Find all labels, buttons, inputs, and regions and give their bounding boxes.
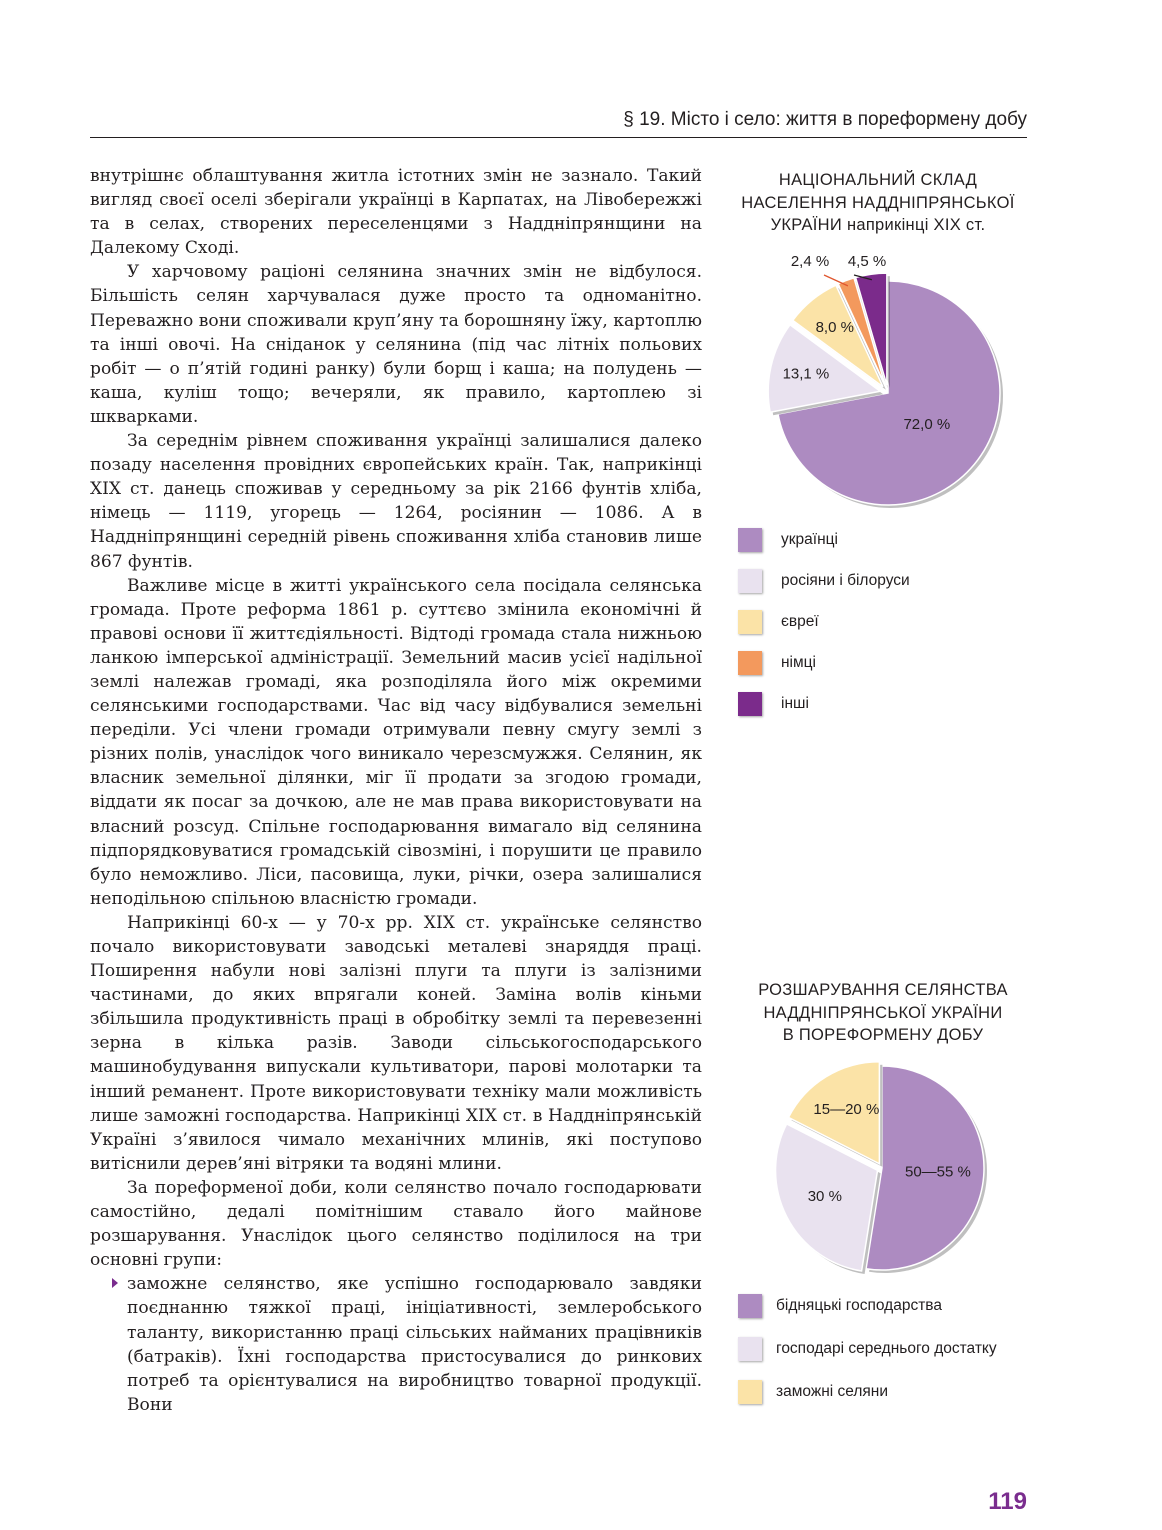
chart1-title-line [728, 214, 1028, 237]
chart2-title-line: РОЗШАРУВАННЯ СЕЛЯНСТВА [758, 981, 1008, 999]
chart1-title-lower: наприкінці XIX ст. [846, 216, 986, 234]
pie-leader-line [824, 275, 848, 286]
pie-value-label: 13,1 % [782, 365, 830, 383]
paragraph: Важливе місце в житті українського села посідала селянська громада. Проте реформа 1861 р. суттєво змінила економічні й правові основи її життєдіяльності. Відтоді громада стала нижньою ланкою імперської адміністрації. Земельний масив усієї надільної землі належав громаді, яка розподіляла його між окремими селянськими господарствами. Час від часу відбувалися земельні переділи. Усі члени громади отримували певну смугу землі з різних полів, унаслідок чого виникало черезсмужжя. Селянин, як власник земельної ділянки, міг її продати за згодою громади, віддати як посаг за дочкою, але не мав права використовувати на власний розсуд. Спільне господарювання вимагало від селянина підпорядковуватися громадській сівозміні, і порушити це правило було неможливо. Ліси, пасовища, луки, річки, озера залишалися неподільною спільною власністю громади. [90, 575, 702, 909]
pie-value-label: 2,4 % [790, 252, 830, 270]
paragraph: внутрішнє облаштування житла істотних змін не зазнало. Такий вигляд своєї оселі зберігали українці в Карпатах, на Лівобережжі та в селах, створених переселенцями з Наддніпрянщини на Далекому Сході. [90, 166, 702, 259]
chart1-title [728, 169, 1028, 237]
legend-swatch [738, 569, 762, 593]
pie-value-label: 50—55 % [904, 1163, 971, 1181]
chart2-title [738, 979, 1028, 1047]
legend-swatch [738, 1337, 762, 1361]
paragraph: У харчовому раціоні селянина значних змін не відбулося. Більшість селян харчувалася дуже просто та одноманітно. Переважно вони споживали круп’яну та борошняну їжу, картоплю та інші овочі. На сніданок у селянина (під час літніх польових робіт — о п’ятій годині ранку) були борщ і каша; на полудень — каша, куліш тощо; вечеряли, як правило, картоплею зі шкварками. [90, 262, 702, 427]
legend-swatch [738, 528, 762, 552]
pie-value-label: 30 % [807, 1188, 842, 1206]
legend-label: інші [781, 695, 809, 712]
paragraph: За середнім рівнем споживання українці залишалися далеко позаду населення провідних європейських країн. Так, наприкінці XIX ст. данець споживав у середньому за рік 2166 фунтів хліба, німець — 1119, угорець — 1264, росіянин — 1086. А в Наддніпрянщині середній рівень споживання хліба становив лише 867 фунтів. [90, 431, 702, 572]
legend-label: євреї [781, 613, 819, 630]
legend-swatch [738, 692, 762, 716]
bullet-item [90, 1272, 702, 1417]
paragraph: Наприкінці 60-х — у 70-х рр. XIX ст. українське селянство почало використовувати заводські металеві знаряддя праці. Поширення набули нові залізні плуги та плуги із залізними частинами, до яких впрягали коней. Заміна волів кіньми збільшила продуктивність праці в обробітку землі та перевезенні зерна в кілька разів. Заводи сільськогосподарського машинобудування випускали культиватори, парові молотарки та інший реманент. Проте використовувати техніку мали можливість лише заможні господарства. Наприкінці XIX ст. в Наддніпрянській Україні з’явилося чимало механічних млинів, які поступово витіснили дерев’яні вітряки та водяні млини. [90, 912, 702, 1174]
pie-value-label: 72,0 % [903, 416, 951, 434]
chart2-title-line: В ПОРЕФОРМЕНУ ДОБУ [782, 1026, 984, 1044]
bullet-text: заможне селянство, яке успішно господарювало завдяки поєднанню тяжкої праці, ініціативності, землеробського таланту, використанню праці сільських найманих працівників (батраків). Їхні господарства пристосувалися до ринкових потреб та орієнтувалися на виробництво товарної продукції. Вони [127, 1274, 702, 1415]
chart2-title-line: НАДДНІПРЯНСЬКОЇ УКРАЇНИ [763, 1003, 1003, 1022]
legend-label: господарі середнього достатку [776, 1340, 997, 1357]
main-text [90, 164, 702, 1417]
legend-label: німці [781, 654, 816, 671]
legend-label: росіяни і білоруси [781, 572, 910, 589]
pie-chart-peasant-stratification [760, 1055, 1000, 1280]
page-number: 119 [988, 1488, 1027, 1515]
legend-swatch [738, 610, 762, 634]
pie-chart-national-composition [740, 245, 1030, 530]
legend-label: бідняцькі господарства [776, 1297, 942, 1314]
legend-label: заможні селяни [776, 1383, 889, 1400]
pie-value-label: 4,5 % [847, 252, 887, 270]
legend-swatch [738, 651, 762, 675]
section-title: § 19. Місто і село: життя в пореформену добу [623, 109, 1027, 130]
chart1-title-upper: УКРАЇНИ [770, 216, 843, 234]
bullet-arrow-icon [112, 1278, 118, 1288]
legend-swatch [738, 1380, 762, 1404]
pie-value-label: 8,0 % [815, 318, 854, 336]
legend-swatch [738, 1294, 762, 1318]
pie-value-label: 15—20 % [813, 1100, 880, 1118]
chart1-title-line: НАЦІОНАЛЬНИЙ СКЛАД [778, 171, 978, 189]
legend-label: українці [781, 531, 838, 548]
paragraph: За пореформеної доби, коли селянство почало господарювати самостійно, дедалі помітнішим ставало його майнове розшарування. Унаслідок цього селянство поділилося на три основні групи: [90, 1177, 702, 1271]
chart1-title-line: НАСЕЛЕННЯ НАДДНІПРЯНСЬКОЇ [741, 193, 1015, 212]
running-header [90, 107, 1027, 138]
